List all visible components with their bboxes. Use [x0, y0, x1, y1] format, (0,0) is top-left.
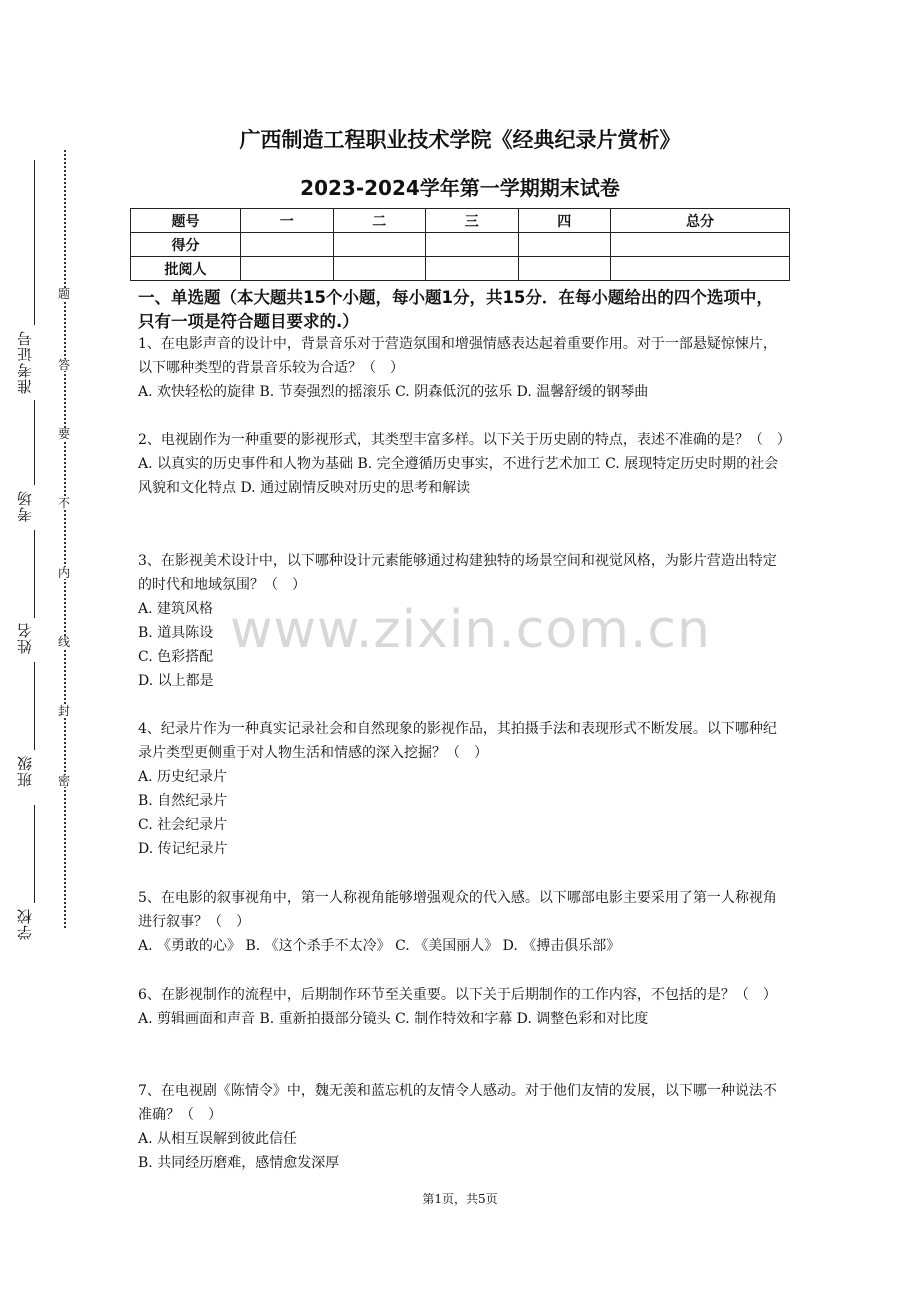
score-cell — [611, 257, 790, 281]
seal-word: 内 — [58, 566, 71, 580]
question-stem: 2、电视剧作为一种重要的影视形式，其类型丰富多样。以下关于历史剧的特点，表述不准确的是？（ ） — [138, 432, 791, 448]
score-cell — [241, 257, 334, 281]
seal-word: 线 — [58, 635, 71, 649]
score-table-header-cell: 总分 — [611, 209, 790, 233]
score-cell — [611, 233, 790, 257]
question-option: A. 从相互误解到彼此信任 — [138, 1131, 298, 1147]
seal-dotted-line — [64, 150, 66, 928]
seal-word: 密 — [58, 774, 71, 788]
side-field-name — [14, 622, 34, 654]
question-option: C. 色彩搭配 — [138, 649, 214, 665]
question-option: A. 建筑风格 — [138, 601, 214, 617]
side-field-label: 班级 — [16, 755, 34, 787]
question-1 — [138, 332, 788, 404]
question-stem: 3、在影视美术设计中，以下哪种设计元素能够通过构建独特的场景空间和视觉风格，为影片营造出特定的时代和地域氛围？（ ） — [138, 553, 777, 593]
seal-word: 封 — [58, 704, 71, 718]
question-option: B. 自然纪录片 — [138, 793, 228, 809]
score-cell — [333, 233, 426, 257]
side-field-label: 学校 — [16, 908, 34, 940]
page-subtitle: 2023-2024学年第一学期期末试卷 — [300, 176, 620, 200]
page-number: 第1页，共5页 — [422, 1192, 498, 1206]
question-option: B. 共同经历磨难，感情愈发深厚 — [138, 1155, 340, 1171]
side-field-label: 准考证号 — [16, 330, 34, 394]
seal-word: 题 — [58, 287, 71, 301]
question-stem: 5、在电影的叙事视角中，第一人称视角能够增强观众的代入感。以下哪部电影主要采用了第一人称视角进行叙事？（ ） — [138, 890, 777, 930]
side-fill-line — [34, 662, 35, 750]
score-table-row-label: 批阅人 — [131, 257, 241, 281]
score-table-header-row — [131, 209, 790, 233]
question-4 — [138, 717, 788, 861]
side-field-label: 姓名 — [16, 622, 34, 654]
score-cell — [518, 233, 611, 257]
seal-word: 答 — [58, 358, 71, 372]
question-options: A. 欢快轻松的旋律 B. 节奏强烈的摇滚乐 C. 阴森低沉的弦乐 D. 温馨舒缓的钢琴曲 — [138, 384, 649, 400]
question-2 — [138, 428, 791, 500]
score-cell — [426, 257, 519, 281]
score-table-row — [131, 233, 790, 257]
side-fill-line — [34, 400, 35, 485]
question-stem: 1、在电影声音的设计中，背景音乐对于营造氛围和增强情感表达起着重要作用。对于一部悬疑惊悚片，以下哪种类型的背景音乐较为合适？（ ） — [138, 336, 777, 376]
question-options: A. 《勇敢的心》 B. 《这个杀手不太冷》 C. 《美国丽人》 D. 《搏击俱乐部》 — [138, 938, 621, 954]
side-field-class — [14, 755, 34, 787]
seal-word: 要 — [58, 427, 71, 441]
score-table-row — [131, 257, 790, 281]
question-5 — [138, 886, 788, 958]
question-option: A. 历史纪录片 — [138, 769, 228, 785]
score-cell — [426, 233, 519, 257]
score-table-header-cell: 题号 — [131, 209, 241, 233]
question-options: A. 以真实的历史事件和人物为基础 B. 完全遵循历史事实，不进行艺术加工 C. 展现特定历史时期的社会风貌和文化特点 D. 通过剧情反映对历史的思考和解读 — [138, 456, 779, 496]
side-field-exam-room — [14, 490, 34, 522]
question-6 — [138, 983, 788, 1031]
score-cell — [333, 257, 426, 281]
side-field-school — [14, 908, 34, 940]
question-option: D. 以上都是 — [138, 673, 214, 689]
score-table — [130, 208, 790, 281]
score-table-header-cell: 一 — [241, 209, 334, 233]
side-fill-line — [34, 805, 35, 903]
watermark: www.zixin.com.cn — [230, 600, 711, 660]
question-option: D. 传记纪录片 — [138, 841, 228, 857]
seal-word: 不 — [58, 496, 71, 510]
question-option: B. 道具陈设 — [138, 625, 214, 641]
question-stem: 6、在影视制作的流程中，后期制作环节至关重要。以下关于后期制作的工作内容，不包括的是？（ ） — [138, 987, 777, 1003]
question-stem: 7、在电视剧《陈情令》中，魏无羡和蓝忘机的友情令人感动。对于他们友情的发展，以下哪一种说法不准确？（ ） — [138, 1083, 777, 1123]
score-table-header-cell: 四 — [518, 209, 611, 233]
question-options: A. 剪辑画面和声音 B. 重新拍摄部分镜头 C. 制作特效和字幕 D. 调整色彩和对比度 — [138, 1011, 649, 1027]
side-field-exam-number — [14, 330, 34, 394]
score-table-header-cell: 三 — [426, 209, 519, 233]
question-option: C. 社会纪录片 — [138, 817, 228, 833]
score-table-header-cell: 二 — [333, 209, 426, 233]
score-table-row-label: 得分 — [131, 233, 241, 257]
side-field-label: 考场 — [16, 490, 34, 522]
side-fill-line — [34, 530, 35, 618]
score-cell — [241, 233, 334, 257]
section-heading: 一、单选题（本大题共15个小题，每小题1分，共15分．在每小题给出的四个选项中，只有一项是符合题目要求的.） — [138, 288, 773, 331]
question-stem: 4、纪录片作为一种真实记录社会和自然现象的影视作品，其拍摄手法和表现形式不断发展。以下哪种纪录片类型更侧重于对人物生活和情感的深入挖掘？（ ） — [138, 721, 777, 761]
page-title: 广西制造工程职业技术学院《经典纪录片赏析》 — [239, 128, 681, 152]
score-cell — [518, 257, 611, 281]
question-7 — [138, 1079, 788, 1175]
